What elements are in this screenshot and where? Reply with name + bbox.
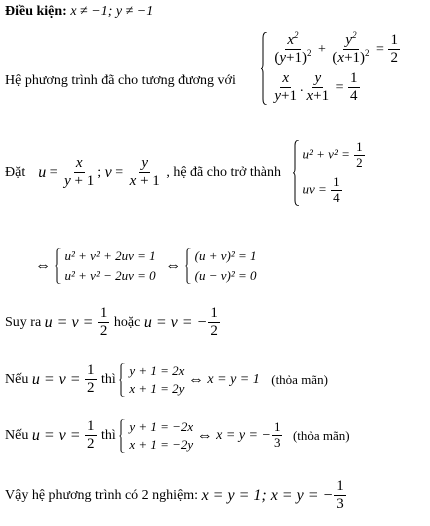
conclusion-intro: Suy ra xyxy=(5,314,42,330)
conclusion-or: hoặc xyxy=(113,314,141,330)
equivalence-eq1: $\frac{x^2}{(y+1)^2}$ + $\frac{y^2}{(x+1)^2}$ = $\frac{1}{2}$ xyxy=(274,30,398,67)
equivalent-arrow-icon: ⇔ xyxy=(196,426,213,444)
uv-system-right: (u + v)² = 1 (u − v)² = 0 xyxy=(185,248,257,284)
case2-if: Nếu xyxy=(5,427,29,443)
conditions-label: Điều kiện: xyxy=(5,4,67,19)
brace-icon xyxy=(185,248,191,284)
substitution-text: , hệ đã cho trở thành xyxy=(166,164,282,180)
equivalence-line xyxy=(5,32,401,105)
equivalence-system xyxy=(261,32,401,105)
equivalent-arrow-icon: ⇔ xyxy=(165,257,182,274)
final-line: Vậy hệ phương trình có 2 nghiệm: x = y = 1; x = y = − $\frac{1}{3}$ xyxy=(5,478,344,513)
conclusion-line: Suy ra u = v = $\frac{1}{2}$ hoặc u = v = − $\frac{1}{2}$ xyxy=(5,305,218,340)
conditions-expr: x ≠ −1; y ≠ −1 xyxy=(70,4,154,19)
case2-system: y + 1 = −2x x + 1 = −2y xyxy=(119,419,193,453)
brace-icon xyxy=(261,32,267,105)
equivalent-arrow-icon: ⇔ xyxy=(187,370,204,388)
brace-icon xyxy=(55,248,61,284)
case1-line: Nếu u = v = $\frac{1}{2}$ thì y + 1 = 2x x + 1 = 2y ⇔ x = y = 1 (thỏa mãn) xyxy=(5,362,328,397)
case2-note: (thỏa mãn) xyxy=(292,427,350,443)
equivalence-text: Hệ phương trình đã cho tương đương với xyxy=(5,72,236,88)
equivalent-arrow-icon: ⇔ xyxy=(35,257,51,274)
substitution-system: u² + v² = $\frac{1}{2}$ uv = $\frac{1}{4}$ xyxy=(293,140,366,206)
uv-system-line xyxy=(35,248,257,284)
case2-result: x = y = − xyxy=(216,427,271,443)
uv-system-left: u² + v² + 2uv = 1 u² + v² − 2uv = 0 xyxy=(55,248,156,284)
brace-icon xyxy=(293,140,299,206)
case2-then: thì xyxy=(101,427,116,443)
final-text: Vậy hệ phương trình có 2 nghiệm: xyxy=(5,487,199,503)
case1-system: y + 1 = 2x x + 1 = 2y xyxy=(119,363,184,397)
brace-icon xyxy=(119,363,125,397)
case1-note: (thỏa mãn) xyxy=(271,371,328,387)
brace-icon xyxy=(119,419,125,453)
case1-if: Nếu xyxy=(5,371,29,387)
conditions-line xyxy=(5,4,153,20)
case1-then: thì xyxy=(101,371,116,387)
substitution-intro: Đặt xyxy=(5,164,26,180)
substitution-line: Đặt u = $\frac{x}{y + 1}$ ; v = $\frac{y}{x + 1}$ , hệ đã cho trở thành u² + v² = $\frac{1}{2}$ uv = $\frac{1}{4}$ xyxy=(5,140,366,206)
case1-result: x = y = 1 xyxy=(207,371,260,387)
case2-line: Nếu u = v = $\frac{1}{2}$ thì y + 1 = −2x x + 1 = −2y ⇔ x = y = − $\frac{1}{3}$ (thỏa mãn) xyxy=(5,418,350,453)
final-expr: x = y = 1; x = y = − xyxy=(201,486,334,504)
equivalence-eq2: $\frac{x}{y+1}$ . $\frac{y}{x+1}$ = $\frac{1}{4}$ xyxy=(274,69,358,104)
